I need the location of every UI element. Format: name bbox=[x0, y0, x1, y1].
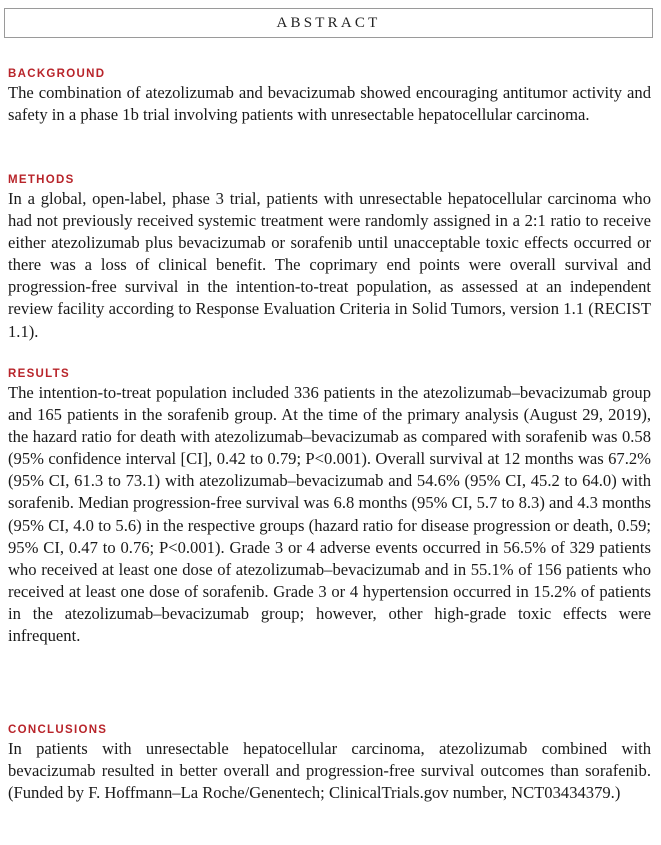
background-section bbox=[8, 67, 651, 126]
methods-heading: METHODS bbox=[8, 174, 75, 186]
methods-text: In a global, open-label, phase 3 trial, patients with unresectable hepatocellular carcinoma who had not previously received systemic treatment were randomly assigned in a 2:1 ratio to receive either atezolizumab plus bevacizumab or sorafenib until unacceptable toxic effects occurred or there was a loss of clinical benefit. The coprimary end points were overall survival and progression-free survival in the intention-to-treat population, as assessed at an independent review facility according to Response Evaluation Criteria in Solid Tumors, version 1.1 (RECIST 1.1). bbox=[8, 189, 651, 341]
results-heading: RESULTS bbox=[8, 368, 70, 380]
conclusions-text: In patients with unresectable hepatocellular carcinoma, atezolizumab combined with bevacizumab resulted in better overall and progression-free survival outcomes than sorafenib. (Funded by F. Hoffmann–La Roche/Genentech; ClinicalTrials.gov number, NCT03434379.) bbox=[8, 739, 651, 803]
results-section bbox=[8, 367, 651, 647]
conclusions-heading: CONCLUSIONS bbox=[8, 724, 108, 736]
results-text: The intention-to-treat population included 336 patients in the atezolizumab–bevacizumab group and 165 patients in the sorafenib group. At the time of the primary analysis (August 29, 2019), the hazard ratio for death with atezolizumab–bevacizumab as compared with sorafenib was 0.58 (95% confidence interval [CI], 0.42 to 0.79; P<0.001). Overall survival at 12 months was 67.2% (95% CI, 61.3 to 73.1) with atezolizumab–bevacizumab and 54.6% (95% CI, 45.2 to 64.0) with sorafenib. Median progression-free survival was 6.8 months (95% CI, 5.7 to 8.3) and 4.3 months (95% CI, 4.0 to 5.6) in the respective groups (hazard ratio for disease progression or death, 0.59; 95% CI, 0.47 to 0.76; P<0.001). Grade 3 or 4 adverse events occurred in 56.5% of 329 patients who received at least one dose of atezolizumab–bevacizumab and in 55.1% of 156 patients who received at least one dose of sorafenib. Grade 3 or 4 hypertension occurred in 15.2% of patients in the atezolizumab–bevacizumab group; however, other high-grade toxic effects were infrequent. bbox=[8, 383, 651, 646]
background-heading: BACKGROUND bbox=[8, 68, 106, 80]
conclusions-section bbox=[8, 723, 651, 804]
background-text: The combination of atezolizumab and bevacizumab showed encouraging antitumor activity and safety in a phase 1b trial involving patients with unresectable hepatocellular carcinoma. bbox=[8, 83, 651, 125]
abstract-header bbox=[4, 8, 653, 38]
methods-section bbox=[8, 173, 651, 343]
abstract-title: ABSTRACT bbox=[276, 14, 381, 31]
